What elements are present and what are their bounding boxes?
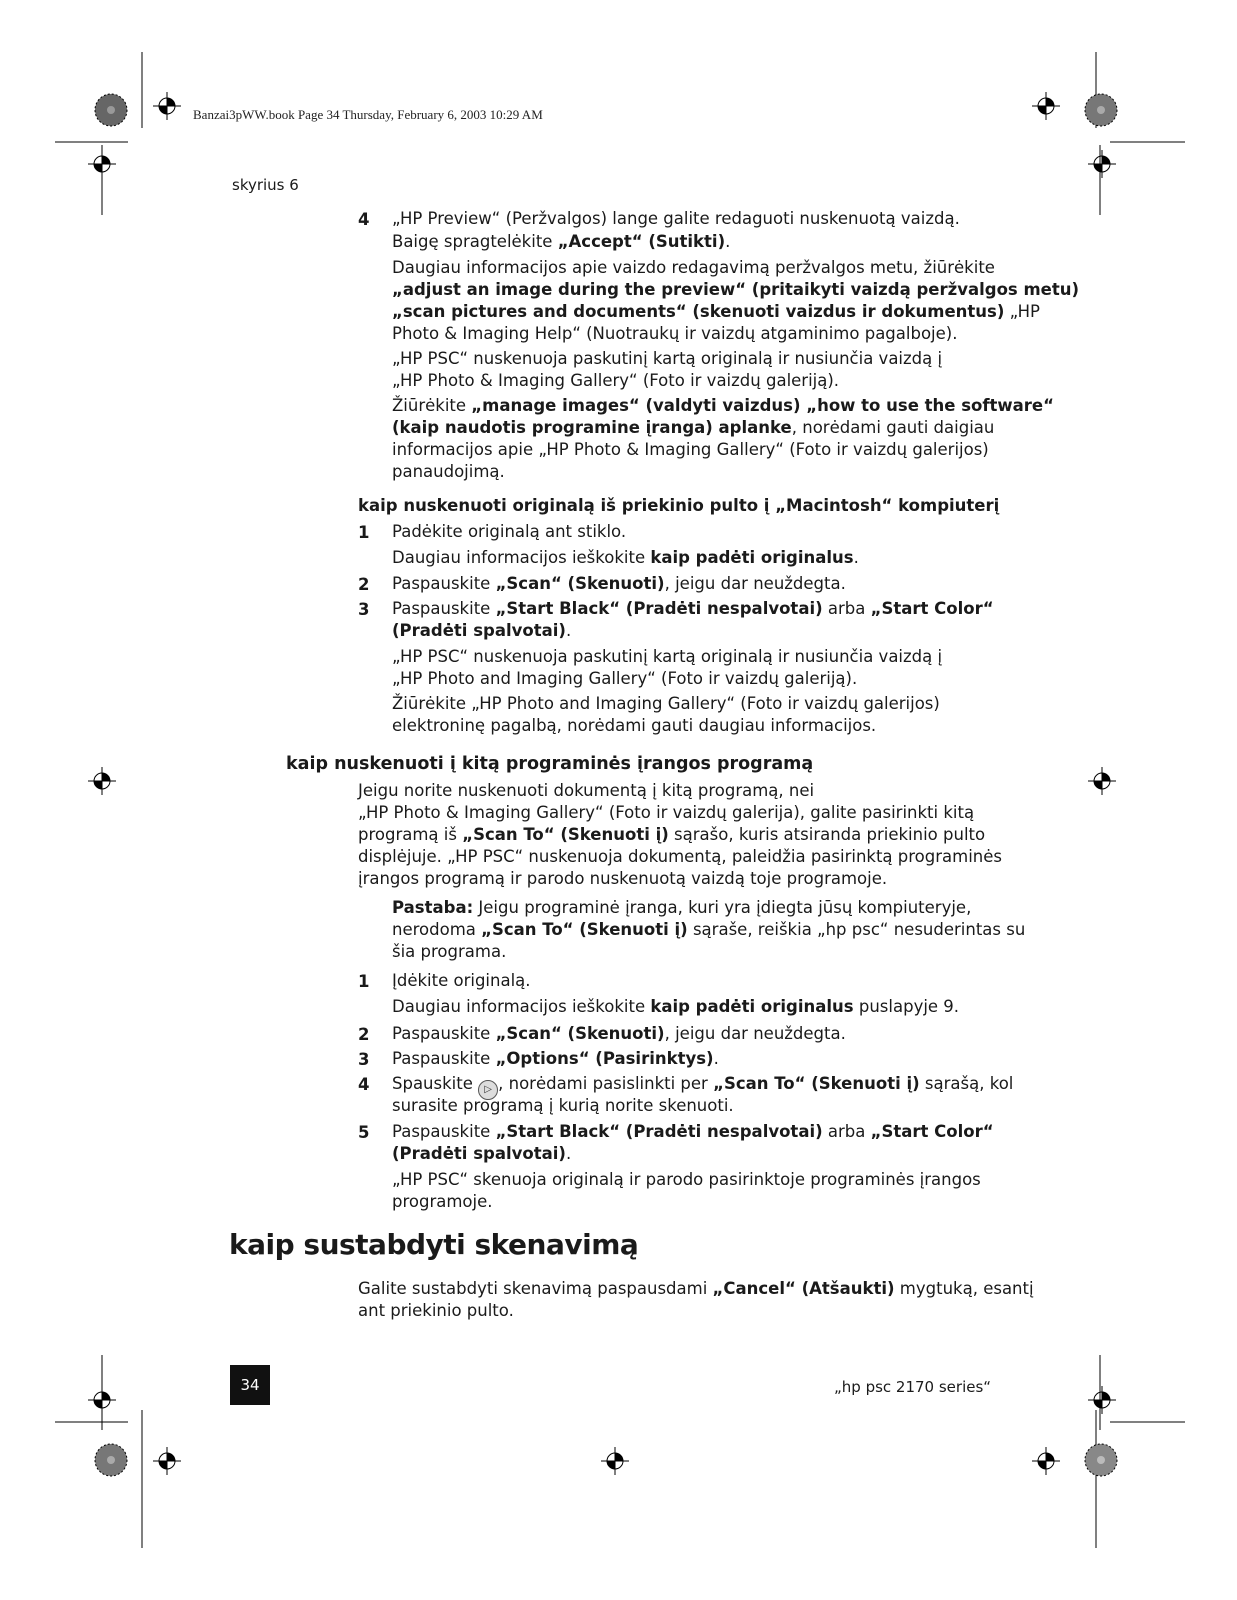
step-number: 2 <box>358 1025 370 1044</box>
paragraph-line: Daugiau informacijos apie vaizdo redagavimą peržvalgos metu, žiūrėkite <box>392 258 995 277</box>
paragraph-line: Padėkite originalą ant stiklo. <box>392 522 627 541</box>
starburst-icon <box>94 93 128 131</box>
paragraph-line: displėjuje. „HP PSC“ nuskenuoja dokumentą, paleidžia pasirinktą programinės <box>358 847 1003 866</box>
paragraph-line: Galite sustabdyti skenavimą paspausdami „Cancel“ (Atšaukti) mygtuką, esantį <box>358 1279 1034 1298</box>
registration-mark-icon <box>88 1386 116 1414</box>
note-line: Pastaba: Jeigu programinė įranga, kuri yra įdiegta jūsų kompiuteryje, <box>392 898 972 917</box>
paragraph-line: surasite programą į kurią norite skenuoti. <box>392 1096 734 1115</box>
paragraph-line: „HP Photo & Imaging Gallery“ (Foto ir vaizdų galerija), galite pasirinkti kitą <box>358 803 975 822</box>
paragraph-line: „HP Photo and Imaging Gallery“ (Foto ir vaizdų galeriją). <box>392 669 858 688</box>
paragraph-line: Paspauskite „Scan“ (Skenuoti), jeigu dar neuždegta. <box>392 1024 846 1043</box>
step-number: 4 <box>358 210 370 229</box>
paragraph-line: Daugiau informacijos ieškokite kaip padėti originalus puslapyje 9. <box>392 997 960 1016</box>
paragraph-line: Photo & Imaging Help“ (Nuotraukų ir vaizdų atgaminimo pagalboje). <box>392 324 958 343</box>
step-number: 2 <box>358 575 370 594</box>
registration-mark-icon <box>1088 1386 1116 1414</box>
paragraph-line: programą iš „Scan To“ (Skenuoti į) sąrašo, kuris atsiranda priekinio pulto <box>358 825 986 844</box>
paragraph-line: Daugiau informacijos ieškokite kaip padėti originalus. <box>392 548 859 567</box>
paragraph-line: (Pradėti spalvotai). <box>392 1144 572 1163</box>
paragraph-line: įrangos programą ir parodo nuskenuotą vaizdą toje programoje. <box>358 869 888 888</box>
paragraph-line: „HP PSC“ skenuoja originalą ir parodo pasirinktoje programinės įrangos <box>392 1170 981 1189</box>
step-number: 3 <box>358 600 370 619</box>
paragraph-line: programoje. <box>392 1192 493 1211</box>
paragraph-line: (Pradėti spalvotai). <box>392 621 572 640</box>
paragraph-line: „HP PSC“ nuskenuoja paskutinį kartą originalą ir nusiunčia vaizdą į <box>392 349 943 368</box>
paragraph-line: Įdėkite originalą. <box>392 971 531 990</box>
paragraph-line: elektroninę pagalbą, norėdami gauti daugiau informacijos. <box>392 716 877 735</box>
starburst-icon <box>1084 1443 1118 1481</box>
paragraph-line: Paspauskite „Options“ (Pasirinktys). <box>392 1049 719 1068</box>
book-header: Banzai3pWW.book Page 34 Thursday, February 6, 2003 10:29 AM <box>193 107 543 122</box>
registration-mark-icon <box>1032 92 1060 120</box>
page-title: kaip sustabdyti skenavimą <box>229 1228 639 1261</box>
step-number: 4 <box>358 1075 370 1094</box>
scroll-button-icon: ▷ <box>478 1080 498 1100</box>
note-line: nerodoma „Scan To“ (Skenuoti į) sąraše, reiškia „hp psc“ nesuderintas su <box>392 920 1026 939</box>
paragraph-line: Paspauskite „Scan“ (Skenuoti), jeigu dar neuždegta. <box>392 574 846 593</box>
paragraph-line: „adjust an image during the preview“ (pritaikyti vaizdą peržvalgos metu) <box>392 280 1080 299</box>
paragraph-line: „HP Photo & Imaging Gallery“ (Foto ir vaizdų galeriją). <box>392 371 840 390</box>
paragraph-line: „HP PSC“ nuskenuoja paskutinį kartą originalą ir nusiunčia vaizdą į <box>392 647 943 666</box>
chapter-label: skyrius 6 <box>232 176 299 194</box>
paragraph-line: Spauskite ▷ , norėdami pasislinkti per „Scan To“ (Skenuoti į) sąrašą, kol <box>392 1073 1013 1100</box>
paragraph-line: Paspauskite „Start Black“ (Pradėti nespalvotai) arba „Start Color“ <box>392 1122 994 1141</box>
step-number: 3 <box>358 1050 370 1069</box>
paragraph-line: informacijos apie „HP Photo & Imaging Gallery“ (Foto ir vaizdų galerijos) <box>392 440 989 459</box>
paragraph-line: „scan pictures and documents“ (skenuoti vaizdus ir dokumentus) „HP <box>392 302 1040 321</box>
paragraph-line: panaudojimą. <box>392 462 505 481</box>
paragraph-line: ant priekinio pulto. <box>358 1301 514 1320</box>
registration-mark-icon <box>1088 767 1116 795</box>
starburst-icon <box>1084 93 1118 131</box>
paragraph-line: Jeigu norite nuskenuoti dokumentą į kitą programą, nei <box>358 781 815 800</box>
registration-mark-icon <box>1088 150 1116 178</box>
step-number: 5 <box>358 1123 370 1142</box>
paragraph-line: (kaip naudotis programine įranga) aplanke, norėdami gauti daigiau <box>392 418 995 437</box>
section-heading: kaip nuskenuoti į kitą programinės įrangos programą <box>286 754 814 774</box>
footer-product: „hp psc 2170 series“ <box>834 1378 992 1396</box>
step-number: 1 <box>358 523 370 542</box>
paragraph-line: Baigę spragtelėkite „Accept“ (Sutikti). <box>392 232 731 251</box>
page-number: 34 <box>230 1365 270 1405</box>
registration-mark-icon <box>601 1447 629 1475</box>
registration-mark-icon <box>153 92 181 120</box>
note-line: šia programa. <box>392 942 507 961</box>
starburst-icon <box>94 1443 128 1481</box>
paragraph-line: Žiūrėkite „HP Photo and Imaging Gallery“ (Foto ir vaizdų galerijos) <box>392 694 940 713</box>
registration-mark-icon <box>1032 1447 1060 1475</box>
paragraph-line: „HP Preview“ (Peržvalgos) lange galite redaguoti nuskenuotą vaizdą. <box>392 209 960 228</box>
registration-mark-icon <box>88 150 116 178</box>
paragraph-line: Žiūrėkite „manage images“ (valdyti vaizdus) „how to use the software“ <box>392 396 1054 415</box>
registration-mark-icon <box>88 767 116 795</box>
step-number: 1 <box>358 972 370 991</box>
section-heading: kaip nuskenuoti originalą iš priekinio pulto į „Macintosh“ kompiuterį <box>358 496 1000 515</box>
paragraph-line: Paspauskite „Start Black“ (Pradėti nespalvotai) arba „Start Color“ <box>392 599 994 618</box>
registration-mark-icon <box>153 1447 181 1475</box>
